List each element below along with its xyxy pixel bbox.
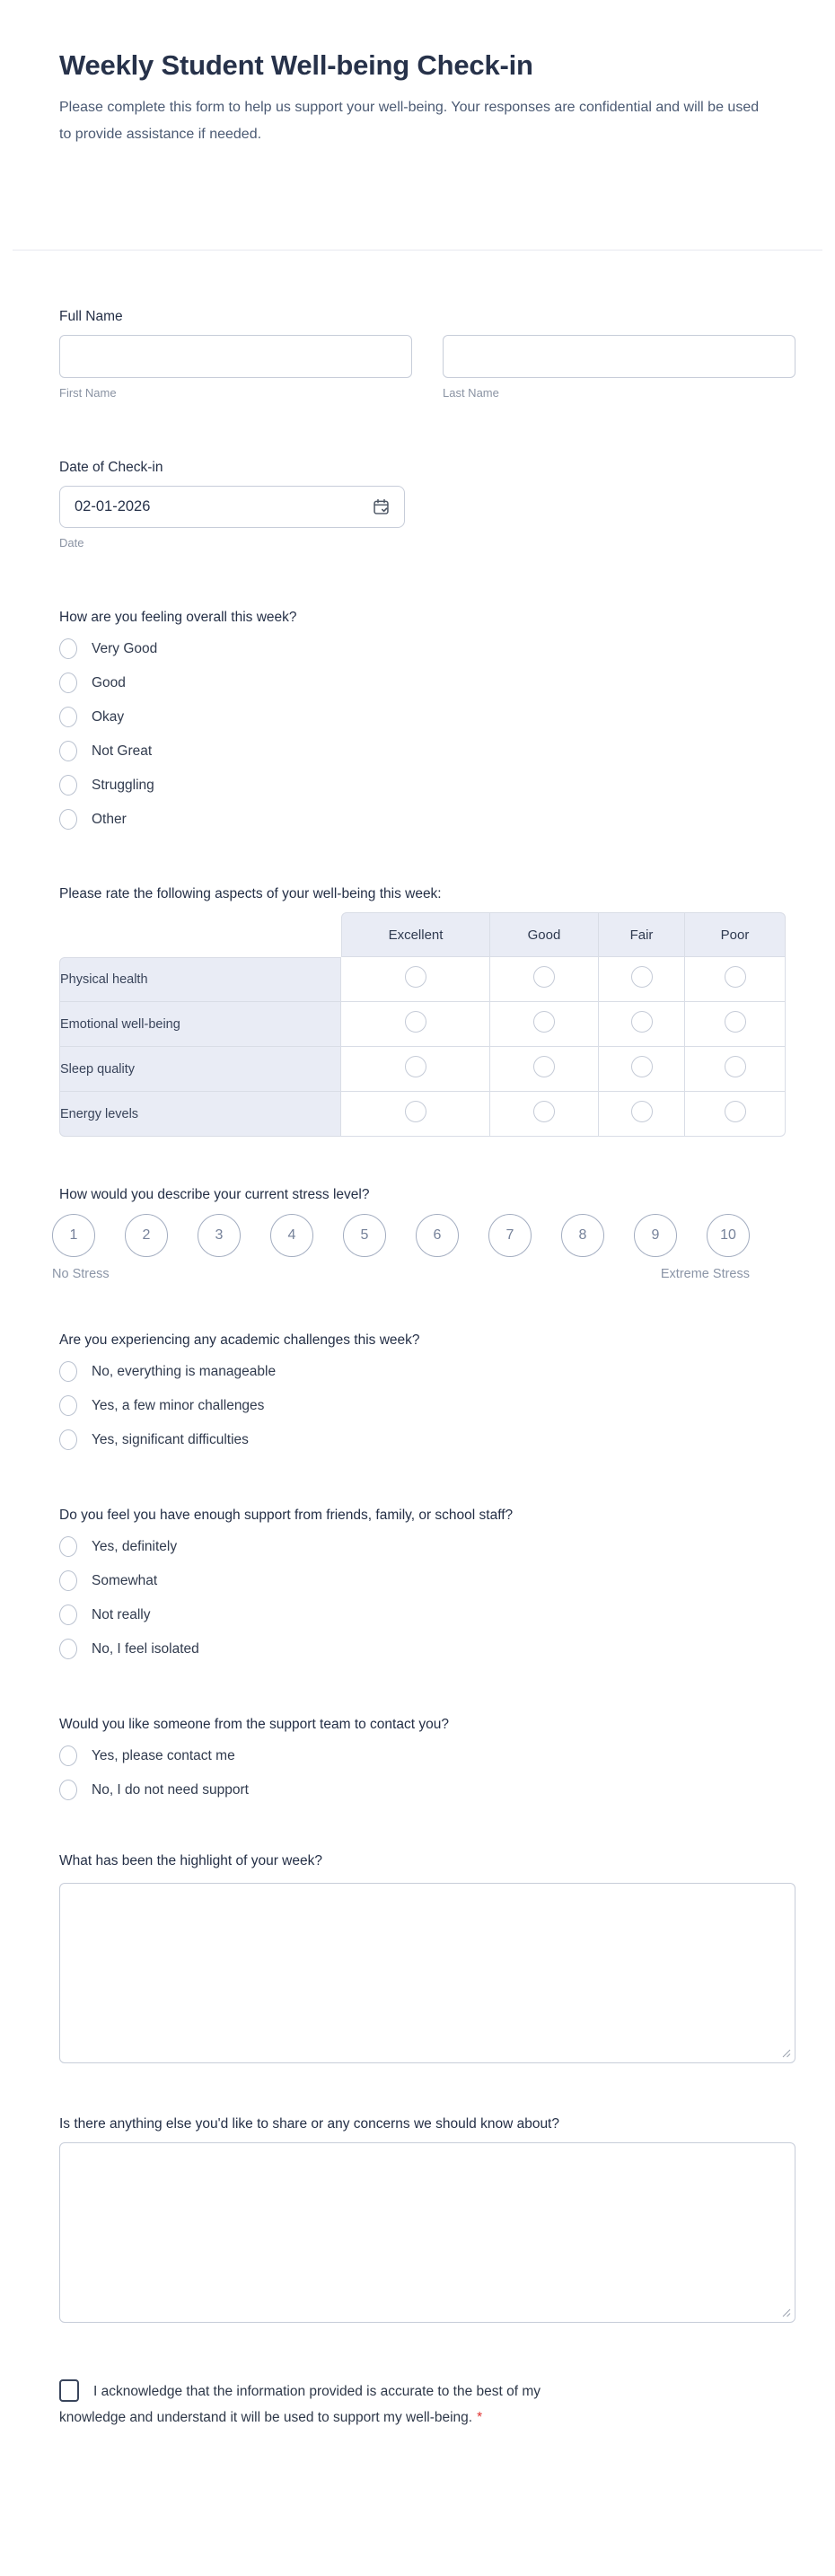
first-name-sublabel: First Name <box>59 386 117 400</box>
resize-handle-icon[interactable] <box>782 2308 791 2317</box>
radio-option-label: No, I feel isolated <box>92 1641 199 1657</box>
question-contact: Would you like someone from the support team to contact you? <box>59 1717 449 1732</box>
radio-option[interactable] <box>59 1570 795 1591</box>
matrix-radio-cell[interactable] <box>599 957 685 1002</box>
radio-option-label: Yes, significant difficulties <box>92 1432 249 1447</box>
section-contact <box>59 1716 795 1800</box>
radio-button-icon[interactable] <box>59 1395 77 1416</box>
stress-scale-option[interactable]: 3 <box>198 1214 241 1257</box>
question-academic: Are you experiencing any academic challenges this week? <box>59 1332 420 1348</box>
radio-button-icon[interactable] <box>631 1011 653 1033</box>
radio-button-icon[interactable] <box>59 741 77 761</box>
matrix-row-header: Emotional well-being <box>59 1002 341 1047</box>
matrix-body <box>59 912 786 1137</box>
radio-option[interactable] <box>59 638 795 659</box>
form-page <box>0 0 835 202</box>
matrix-radio-cell[interactable] <box>341 1002 490 1047</box>
radio-button-icon[interactable] <box>405 966 426 988</box>
matrix-radio-cell[interactable] <box>599 1092 685 1137</box>
radio-option[interactable] <box>59 673 795 693</box>
stress-scale-option[interactable]: 4 <box>270 1214 313 1257</box>
radio-option-label: No, everything is manageable <box>92 1364 277 1379</box>
radio-option-label: Not Great <box>92 743 153 759</box>
matrix-radio-cell[interactable] <box>490 1092 599 1137</box>
question-support: Do you feel you have enough support from friends, family, or school staff? <box>59 1508 514 1523</box>
radio-option[interactable] <box>59 1361 795 1382</box>
question-matrix: Please rate the following aspects of your well-being this week: <box>59 886 442 901</box>
radio-option-label: Okay <box>92 709 125 725</box>
date-input[interactable] <box>59 486 405 528</box>
radio-button-icon[interactable] <box>405 1056 426 1077</box>
support-options <box>59 1536 795 1659</box>
radio-option[interactable] <box>59 1605 795 1625</box>
matrix-radio-cell[interactable] <box>490 1002 599 1047</box>
radio-option[interactable] <box>59 1429 795 1450</box>
radio-button-icon[interactable] <box>631 1101 653 1122</box>
radio-button-icon[interactable] <box>59 1361 77 1382</box>
question-feeling: How are you feeling overall this week? <box>59 610 297 625</box>
radio-option[interactable] <box>59 1536 795 1557</box>
stress-scale-option[interactable]: 7 <box>488 1214 532 1257</box>
matrix-radio-cell[interactable] <box>685 957 786 1002</box>
stress-scale-option[interactable]: 8 <box>561 1214 604 1257</box>
radio-option-label: Yes, a few minor challenges <box>92 1398 265 1413</box>
radio-button-icon[interactable] <box>59 707 77 727</box>
radio-button-icon[interactable] <box>59 1745 77 1766</box>
resize-handle-icon[interactable] <box>782 2049 791 2058</box>
matrix-column-header: Excellent <box>341 912 490 957</box>
stress-scale-option[interactable]: 1 <box>52 1214 95 1257</box>
radio-button-icon[interactable] <box>59 1780 77 1800</box>
matrix-radio-cell[interactable] <box>599 1002 685 1047</box>
question-highlight: What has been the highlight of your week? <box>59 1853 322 1868</box>
radio-option-label: Yes, please contact me <box>92 1748 235 1763</box>
field-label-full-name: Full Name <box>59 309 123 324</box>
section-full-name <box>59 308 795 400</box>
acknowledgment-checkbox[interactable] <box>59 2379 79 2402</box>
header-divider <box>13 250 822 251</box>
radio-button-icon[interactable] <box>59 1570 77 1591</box>
matrix-radio-cell[interactable] <box>490 1047 599 1092</box>
radio-option[interactable] <box>59 775 795 796</box>
radio-button-icon[interactable] <box>59 638 77 659</box>
radio-option[interactable] <box>59 1745 795 1766</box>
question-anything-else: Is there anything else you'd like to share or any concerns we should know about? <box>59 2116 559 2132</box>
radio-option-label: Very Good <box>92 641 158 656</box>
question-stress: How would you describe your current stress level? <box>59 1187 370 1202</box>
radio-button-icon[interactable] <box>533 966 555 988</box>
academic-options <box>59 1361 795 1450</box>
matrix-row-header: Sleep quality <box>59 1047 341 1092</box>
acknowledgment <box>59 2378 598 2431</box>
radio-button-icon[interactable] <box>59 1536 77 1557</box>
radio-button-icon[interactable] <box>725 1056 746 1077</box>
matrix-radio-cell[interactable] <box>685 1047 786 1092</box>
section-highlight <box>59 1852 795 2063</box>
section-academic <box>59 1332 795 1450</box>
contact-options <box>59 1745 795 1800</box>
stress-scale-option[interactable]: 10 <box>707 1214 750 1257</box>
radio-button-icon[interactable] <box>59 775 77 796</box>
matrix-radio-cell[interactable] <box>341 1092 490 1137</box>
radio-option-label: Other <box>92 812 127 827</box>
radio-button-icon[interactable] <box>405 1011 426 1033</box>
matrix-row-header: Energy levels <box>59 1092 341 1137</box>
matrix-radio-cell[interactable] <box>599 1047 685 1092</box>
radio-option[interactable] <box>59 707 795 727</box>
radio-option[interactable] <box>59 1639 795 1659</box>
radio-button-icon[interactable] <box>631 1056 653 1077</box>
matrix-radio-cell[interactable] <box>341 957 490 1002</box>
matrix-column-header: Fair <box>599 912 685 957</box>
first-name-input[interactable] <box>59 335 412 378</box>
scale-max-label: Extreme Stress <box>660 1267 750 1281</box>
radio-button-icon[interactable] <box>59 1605 77 1625</box>
radio-button-icon[interactable] <box>405 1101 426 1122</box>
radio-button-icon[interactable] <box>533 1101 555 1122</box>
radio-button-icon[interactable] <box>533 1056 555 1077</box>
radio-button-icon[interactable] <box>725 966 746 988</box>
section-wellbeing-matrix <box>59 885 795 1137</box>
section-acknowledgment <box>59 2378 795 2431</box>
radio-option-label: Not really <box>92 1607 151 1622</box>
radio-button-icon[interactable] <box>59 809 77 830</box>
acknowledgment-text: I acknowledge that the information provided is accurate to the best of my knowledge and understand it will be used to support my well-being. <box>59 2384 541 2425</box>
matrix-radio-cell[interactable] <box>685 1002 786 1047</box>
radio-option-label: Somewhat <box>92 1573 158 1588</box>
radio-option-label: No, I do not need support <box>92 1782 249 1798</box>
required-asterisk: * <box>477 2410 483 2425</box>
field-label-date: Date of Check-in <box>59 460 163 475</box>
section-feeling <box>59 609 795 830</box>
stress-scale-labels <box>52 1267 750 1281</box>
scale-min-label: No Stress <box>52 1267 110 1281</box>
radio-option[interactable] <box>59 1780 795 1800</box>
anything-else-textarea[interactable] <box>59 2142 795 2323</box>
radio-option[interactable] <box>59 741 795 761</box>
calendar-check-icon[interactable] <box>372 497 391 516</box>
form-header <box>59 0 795 148</box>
section-date <box>59 459 795 549</box>
section-stress <box>52 1186 795 1281</box>
feeling-options <box>59 638 795 830</box>
matrix-corner-cell <box>59 912 341 957</box>
last-name-input[interactable] <box>443 335 795 378</box>
radio-button-icon[interactable] <box>533 1011 555 1033</box>
stress-scale-option[interactable]: 2 <box>125 1214 168 1257</box>
radio-button-icon[interactable] <box>725 1011 746 1033</box>
highlight-textarea[interactable] <box>59 1883 795 2063</box>
section-support <box>59 1507 795 1659</box>
section-anything-else <box>59 2115 795 2323</box>
form-description: Please complete this form to help us support your well-being. Your responses are confidential and will be used to provide assistance if needed. <box>59 100 760 142</box>
radio-button-icon[interactable] <box>725 1101 746 1122</box>
date-sublabel: Date <box>59 536 84 549</box>
radio-option-label: Yes, definitely <box>92 1539 178 1554</box>
radio-button-icon[interactable] <box>59 1429 77 1450</box>
matrix-radio-cell[interactable] <box>490 957 599 1002</box>
radio-option-label: Struggling <box>92 778 154 793</box>
radio-button-icon[interactable] <box>631 966 653 988</box>
radio-option[interactable] <box>59 809 795 830</box>
radio-option-label: Good <box>92 675 126 690</box>
matrix-column-header: Good <box>490 912 599 957</box>
stress-scale-option[interactable]: 5 <box>343 1214 386 1257</box>
stress-scale-option[interactable]: 6 <box>416 1214 459 1257</box>
stress-scale-option[interactable]: 9 <box>634 1214 677 1257</box>
radio-button-icon[interactable] <box>59 1639 77 1659</box>
matrix-row-header: Physical health <box>59 957 341 1002</box>
last-name-sublabel: Last Name <box>443 386 499 400</box>
matrix-column-header: Poor <box>685 912 786 957</box>
matrix-table <box>59 912 786 1137</box>
matrix-radio-cell[interactable] <box>685 1092 786 1137</box>
matrix-radio-cell[interactable] <box>341 1047 490 1092</box>
page-title: Weekly Student Well-being Check-in <box>59 49 533 81</box>
radio-option[interactable] <box>59 1395 795 1416</box>
stress-scale <box>52 1214 750 1257</box>
radio-button-icon[interactable] <box>59 673 77 693</box>
